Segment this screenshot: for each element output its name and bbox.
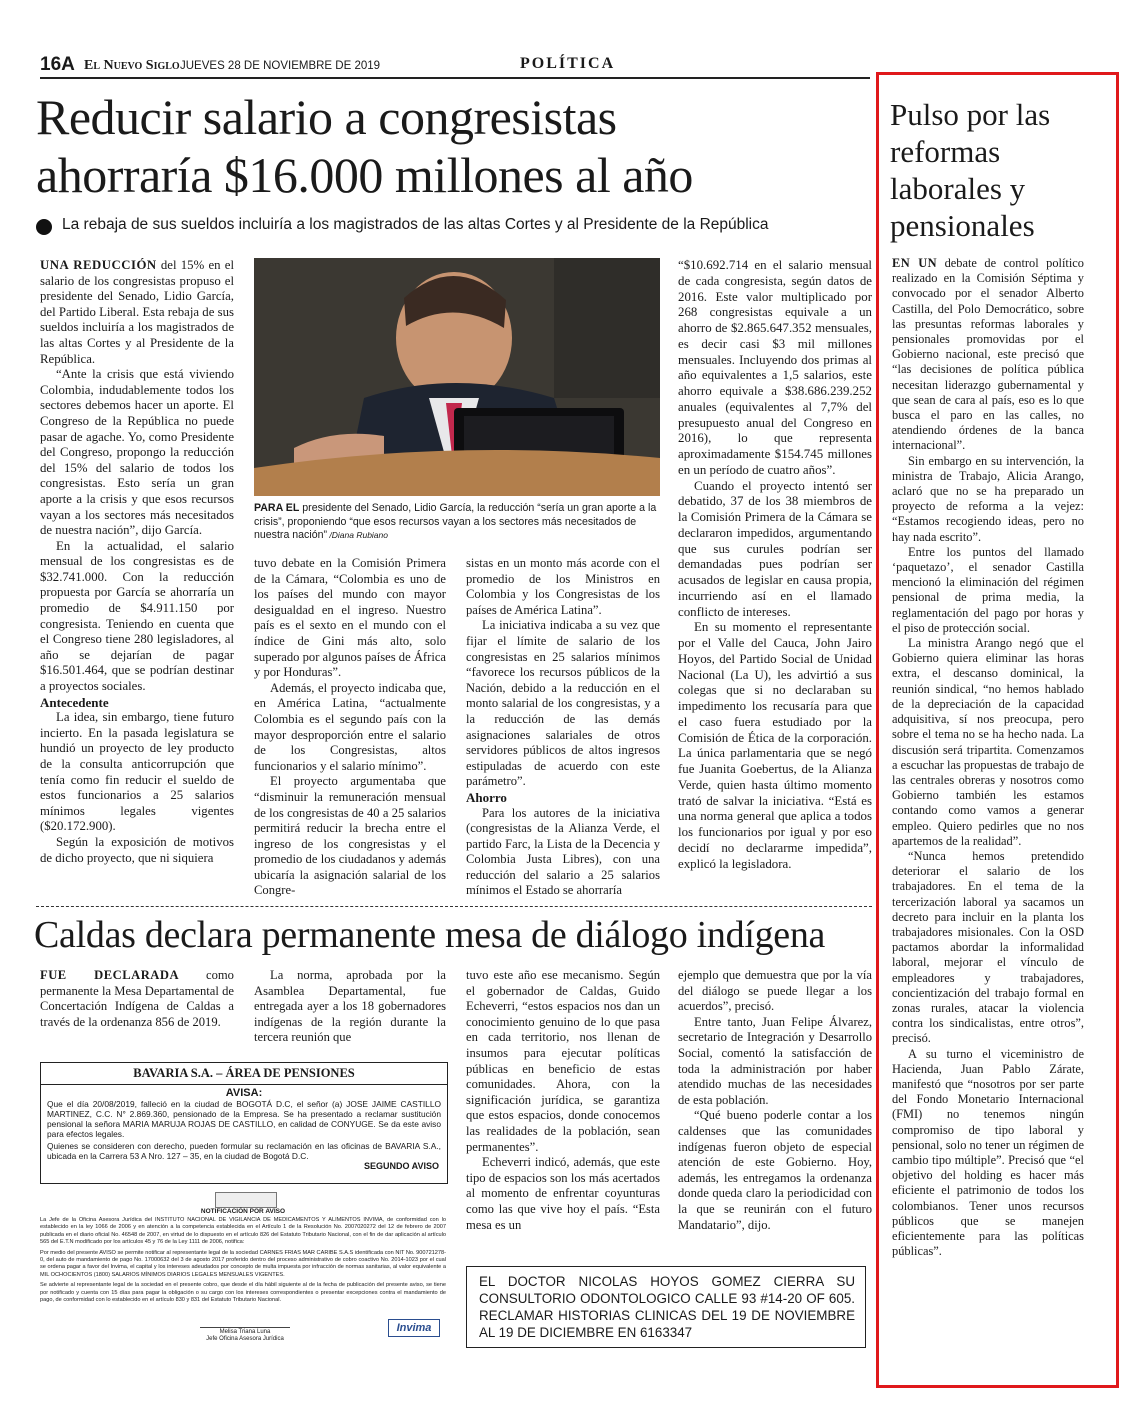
main-col-4 xyxy=(678,258,872,872)
paragraph: “Nunca hemos pretendido deteriorar el salario de los trabajadores. En el tema de la tercerización laboral ya sacamos un decreto para incluir en la planta los trabajadores misionales. Con la OSD pactamos abordar la informalidad laboral, mejorar el vínculo de empleadores y trabajadores, concientización del trabajo formal en zonas rurales, atacar la violencia contra los sindicalistas, entre otros”, precisó. xyxy=(892,848,1084,1046)
sidebar-title: Pulso por las reformas laborales y pensionales xyxy=(890,97,1051,243)
paragraph: Cuando el proyecto intentó ser debatido, 37 de los 38 miembros de la Comisión Primera de la Cámara se declararon impedidos, argumentando que sus curules podrían ser demandadas pues podrían ser acusados de legislar en causa propia, incurriendo así en el llamado conflicto de intereses. xyxy=(678,478,872,619)
paragraph: sistas en un monto más acorde con el promedio de los Ministros en Colombia y los Congresistas de los países de América Latina”. xyxy=(466,556,660,617)
section-title: POLÍTICA xyxy=(520,55,616,72)
notice-paragraph: La Jefe de la Oficina Asesora Jurídica del INSTITUTO NACIONAL DE VIGILANCIA DE MEDICAMENTOS Y ALIMENTOS INVIMA, de conformidad con lo establecido en la ley 1066 de 2006 y en atención a la competencia establecida en el Artículo 1 de la Resolución No. 2007020272 del 12 de febrero de 2007 publicada en el diario oficial No. 46548 de 2007, en virtud de lo dispuesto en el artículo 826 del Estatuto Tributario Nacional, con el fin de dar aplicación al artículo 565 del E.T.N modificado por los artículos 45 y 76 de la Ley 1111 de 2006, notifica: xyxy=(40,1217,446,1246)
notice-title: BAVARIA S.A. – ÁREA DE PENSIONES xyxy=(41,1063,447,1085)
paragraph: “Qué bueno poderle contar a los caldenses que las comunidades indígenas fueron objeto de especial atención de este Gobierno. Hoy, además, les entregamos la ordenanza donde queda claro la periodicidad con la que se reunirán con el futuro Mandatario”, dijo. xyxy=(678,1108,872,1232)
paragraph: Según la exposición de motivos de dicho proyecto, que ni siquiera xyxy=(40,834,234,865)
paragraph: ejemplo que demuestra que por la vía del diálogo se puede llegar a los acuerdos”, precisó. xyxy=(678,968,872,1014)
notice-footer: SEGUNDO AVISO xyxy=(363,1161,439,1171)
paragraph: La ministra Arango negó que el Gobierno quiera eliminar las horas extra, el descanso dominical, la reunión sindical, “no hemos hablado de la depreciación de la capacidad adquisitiva, sí nos preocupa, pero sobre el tema no se ha hecho nada. La discusión será tripartita. Comenzamos a escuchar las propuestas de trabajo de las centrales obreras y nosotros como Gobierno también les estamos contando como vamos a generar empleo. Quiero pedirles que no nos apartemos de la realidad”. xyxy=(892,636,1084,848)
paragraph: Entre los puntos del llamado ‘paquetazo’, el senador Castilla mencionó la eliminación del régimen pensional de prima media, la reglamentación del pago por horas y el piso de protección social. xyxy=(892,544,1084,635)
paragraph: La iniciativa indicaba a su vez que fijar el límite de salario de los congresistas en 25 salarios mínimos “favorece los recursos públicos de la Nación, debido a la reducción en el monto salarial de los congresistas, y a la reducción de las demás asignaciones salariales de otros servidores públicos de altos ingresos estipuladas de acuerdo con este parámetro”. xyxy=(466,618,660,789)
photo-caption xyxy=(254,502,660,543)
photo-illustration xyxy=(254,258,660,496)
header-date: JUEVES 28 DE NOVIEMBRE DE 2019 xyxy=(180,60,381,72)
signature-scrawl xyxy=(200,1317,290,1328)
main-headline xyxy=(36,88,876,204)
page-header xyxy=(40,52,870,78)
second-col-2 xyxy=(254,968,446,1046)
second-col-3 xyxy=(466,968,660,1233)
paragraph: En su momento el representante por el Valle del Cauca, John Jairo Hoyos, del Partido Social de Unidad Nacional (La U), les advirtió a sus colegas que si no declaraban su impedimento los recusaría para que el caso fuera estudiado por la Comisión de Ética de la corporación. La única parlamentaria que se negó fue Juanita Goebertus, de la Alianza Verde, quien hasta último momento trató de salvar la iniciativa. “Está es una norma general que aplica a todos los funcionarios por igual y por eso decidí no declararme impedida”, explicó la legisladora. xyxy=(678,620,872,871)
paragraph: tuvo este año ese mecanismo. Según el gobernador de Caldas, Guido Echeverri, “estos espacios nos dan un conocimiento genuino de lo que pasa en cada territorio, nos llenan de insumos para ejecutar políticas públicas en beneficio de estas comunidades. Ahora, con la significación jurídica, se garantiza que estos espacios, donde conocemos las realidades de la población, sean permanentes”. xyxy=(466,968,660,1154)
section-divider xyxy=(36,906,872,907)
second-col-1 xyxy=(40,968,234,1030)
photo-credit: /Diana Rubiano xyxy=(327,530,388,540)
paragraph: La norma, aprobada por la Asamblea Departamental, fue entregada ayer a los 18 gobernadores indígenas de la región durante la tercera reunión que xyxy=(254,968,446,1045)
notice-paragraph: Se advierte al representante legal de la sociedad en el presente cobro, que desde el día hábil siguiente al de la fecha de publicación del presente aviso, se tiene por notificado y cuenta con 15 días para pagar la obligación o su cargo con los intereses correspondientes o presentar excepciones contra el mandamiento de pago, de conformidad con lo establecido en el artículo 830 y 831 del Estatuto Tributario Nacional. xyxy=(40,1282,446,1304)
main-col-2 xyxy=(254,556,446,899)
gov-logo xyxy=(215,1192,277,1208)
caption-lead: PARA EL xyxy=(254,502,300,514)
second-headline: Caldas declara permanente mesa de diálogo indígena xyxy=(34,914,826,956)
caption-text: presidente del Senado, Lidio García, la reducción “sería un gran aporte a la crisis”, proponiendo “que esos recursos vayan a los sectores más necesitados de nuestra nación” xyxy=(254,502,657,541)
paragraph: Además, el proyecto indicaba que, en América Latina, “actualmente Colombia es el segundo país con la mayor desproporción entre el salario de los Congresistas, altos funcionarios y el salario mínimo”. xyxy=(254,680,446,773)
paragraph: “Ante la crisis que está viviendo Colombia, indudablemente todos los sectores debemos hacer un aporte. El Congreso de la República no puede pasar de agache. Yo, como Presidente del Congreso, propongo la reducción del 15% del salario de todos los congresistas. Esto sería un gran aporte a la crisis y que esos recursos vayan a los sectores más necesitados de nuestra nación”, dijo García. xyxy=(40,367,234,538)
signer-name: Melisa Triana Luna xyxy=(219,1329,271,1335)
page-number: 16A xyxy=(40,54,75,75)
paragraph: Echeverri indicó, además, que este tipo de espacios son los más acertados al momento de enfrentar coyunturas como las que vive hoy el país. “Esta mesa es un xyxy=(466,1155,660,1232)
subheading: Ahorro xyxy=(466,789,507,805)
paragraph: En la actualidad, el salario mensual de los congresistas es de $32.741.000. Con la reducción propuesta por García se ahorraría un promedio de $4.911.150 por congresista. Teniendo en cuenta que el Congreso tiene 280 legisladores, al año se dejarían de pagar $16.501.464, que se podrían destinar a proyectos sociales. xyxy=(40,538,234,694)
doctor-notice xyxy=(466,1266,866,1348)
signature xyxy=(200,1317,290,1343)
notice-body xyxy=(40,1217,446,1304)
paragraph: “$10.692.714 en el salario mensual de cada congresista, según datos de 2016. Este valor multiplicado por 268 congresistas equivale a un ahorro de $2.865.647.352 mensuales, es decir casi $3 mil millones mensuales. Incluyendo dos primas al año equivalentes a 1,5 salarios, este ahorro equivale a $38.686.239.252 anuales (equivalentes al 7,7% del presupuesto anual del Congreso en 2016), lo que representa aproximadamente $154.745 millones en un período de cuatro años”. xyxy=(678,258,872,477)
main-col-3 xyxy=(466,556,660,899)
lead-in: EN UN xyxy=(892,256,938,270)
paper-name: El Nuevo Siglo xyxy=(84,58,180,73)
sidebar-body xyxy=(892,256,1084,1259)
paragraph: Para los autores de la iniciativa (congresistas de la Alianza Verde, el partido Farc, la Lista de la Decencia y Colombia Justa Libres), con una reducción del salario a 25 salarios mínimos el Estado se ahorraría xyxy=(466,805,660,898)
notice-body: Que el día 20/08/2019, falleció en la ciudad de BOGOTÁ D.C, el señor (a) JOSE JAIME CASTILLO MARTINEZ, C.C. N° 2.869.360, pensionado de la Empresa. Se ha presentado a reclamar sustitución pensional la señora MARIA MARUJA ROJAS DE CASTILLO, en calidad de CONYUGE. Se da este aviso para efectos legales. xyxy=(47,1099,441,1139)
news-photo xyxy=(254,258,660,496)
paragraph: Entre tanto, Juan Felipe Álvarez, secretario de Integración y Desarrollo Social, comentó la satisfacción de toda la administración por haber atendido muchas de las necesidades de esta población. xyxy=(678,1014,872,1107)
lead-in: FUE DECLARADA xyxy=(40,968,180,982)
notice-body: Quienes se consideren con derecho, pueden formular su reclamación en las oficinas de BAVARIA S.A., ubicada en la Carrera 53 A Nro. 127 – 35, en la ciudad de Bogotá D.C. xyxy=(47,1141,441,1161)
main-col-1 xyxy=(40,258,234,866)
notice-text: EL DOCTOR NICOLAS HOYOS GOMEZ CIERRA SU CONSULTORIO ODONTOLOGICO CALLE 93 #14-20 OF 605. RECLAMAR HISTORIAS CLINICAS DEL 19 DE NOVIEMBRE AL 19 DE DICIEMBRE EN 6163347 xyxy=(479,1274,855,1340)
bavaria-notice xyxy=(40,1062,448,1184)
paragraph: como permanente la Mesa Departamental de Concertación Indígena de Caldas a través de la ordenanza 856 de 2019. xyxy=(40,968,234,1029)
paragraph: tuvo debate en la Comisión Primera de la Cámara, “Colombia es uno de los países del mundo con mayor desigualdad en el ingreso. Nuestro país es el sexto en el mundo con el índice de Gini más alto, solo superado por algunos países de África y por Honduras”. xyxy=(254,556,446,680)
signer-role: Jefe Oficina Asesora Jurídica xyxy=(206,1336,284,1342)
deck xyxy=(36,216,876,238)
notice-paragraph: Por medio del presente AVISO se permite notificar al representante legal de la sociedad CARNES FRIAS MAR CARIBE S.A.S identificada con NIT No. 900721278-0, del auto de mandamiento de pago No. 17000632 del 3 de agosto 2017 proferido dentro del proceso administrativo de cobro coactivo No. 2014-1023 por el cual se ordena pagar a favor del Invima, el capital y los intereses adeudados por concepto de multa impuesta por infracción de normas sanitarias, al valor equivalente a MIL OCHOCIENTOS (1800) SALARIOS MÍNIMOS DIARIOS LEGALES MENSUALES VIGENTES. xyxy=(40,1249,446,1278)
second-col-4 xyxy=(678,968,872,1233)
paragraph: debate de control político realizado en la Comisión Séptima y convocado por el senador Alberto Castilla, del Polo Democrático, sobre las presuntas reformas laborales y pensionales promovidas por el Gobierno nacional, este precisó que “las decisiones de política pública necesitan liderazgo gubernamental y que sean de cara al país, eso es lo que busca el paro en las calles, no atendiendo órdenes de la banca internacional”. xyxy=(892,256,1084,453)
header-rule xyxy=(40,77,870,79)
paragraph: Sin embargo en su intervención, la ministra de Trabajo, Alicia Arango, aclaró que no se ha preparado un proyecto de reforma a la vejez: “Estamos recogiendo ideas, pero no hay nada escrito”. xyxy=(892,453,1084,544)
lead-in: UNA REDUCCIÓN xyxy=(40,258,157,272)
paragraph: A su turno el viceministro de Hacienda, Juan Pablo Zárate, manifestó que “nosotros por ser parte del Fondo Monetario Internacional (FMI) no tenemos ningún compromiso de tipo laboral y pensional, solo no tener un régimen de cambio tipo múltiple”. Precisó que “el objetivo del holding es hacer más eficiente el patrimonio de todos los colombianos. Tener unos recursos públicos que se manejen eficientemente para las políticas públicas”. xyxy=(892,1046,1084,1259)
subheading: Antecedente xyxy=(40,694,109,710)
paragraph: La idea, sin embargo, tiene futuro incierto. En la pasada legislatura se hundió un proyecto de ley producto de la consulta anticorrupción que tenía como fin reducir el sueldo de estos funcionarios a 25 salarios mínimos legales vigentes ($20.172.900). xyxy=(40,710,234,834)
paragraph: del 15% en el salario de los congresistas propuso el presidente del Senado, Lidio García, del Partido Liberal. Esta rebaja de sus sueldos incluiría a los magistrados de las altas Cortes y al Presidente de la República. xyxy=(40,258,234,366)
invima-notice xyxy=(40,1192,446,1350)
invima-logo: Invima xyxy=(388,1319,440,1337)
notice-title: NOTIFICACIÓN POR AVISO xyxy=(200,1208,286,1215)
bullet-icon xyxy=(36,219,52,235)
headline-line-2: ahorraría $16.000 millones al año xyxy=(36,147,693,203)
notice-subtitle: AVISA: xyxy=(225,1087,263,1099)
deck-text: La rebaja de sus sueldos incluiría a los magistrados de las altas Cortes y al Presidente de la República xyxy=(62,216,769,233)
headline-line-1: Reducir salario a congresistas xyxy=(36,89,617,145)
paragraph: El proyecto argumentaba que “disminuir la remuneración mensual de los congresistas de 40 a 25 salarios permitirá reducir la brecha entre el ingreso de los congresistas y el promedio de los ciudadanos y además ubicaría la asignación salarial de los Congre- xyxy=(254,774,446,898)
